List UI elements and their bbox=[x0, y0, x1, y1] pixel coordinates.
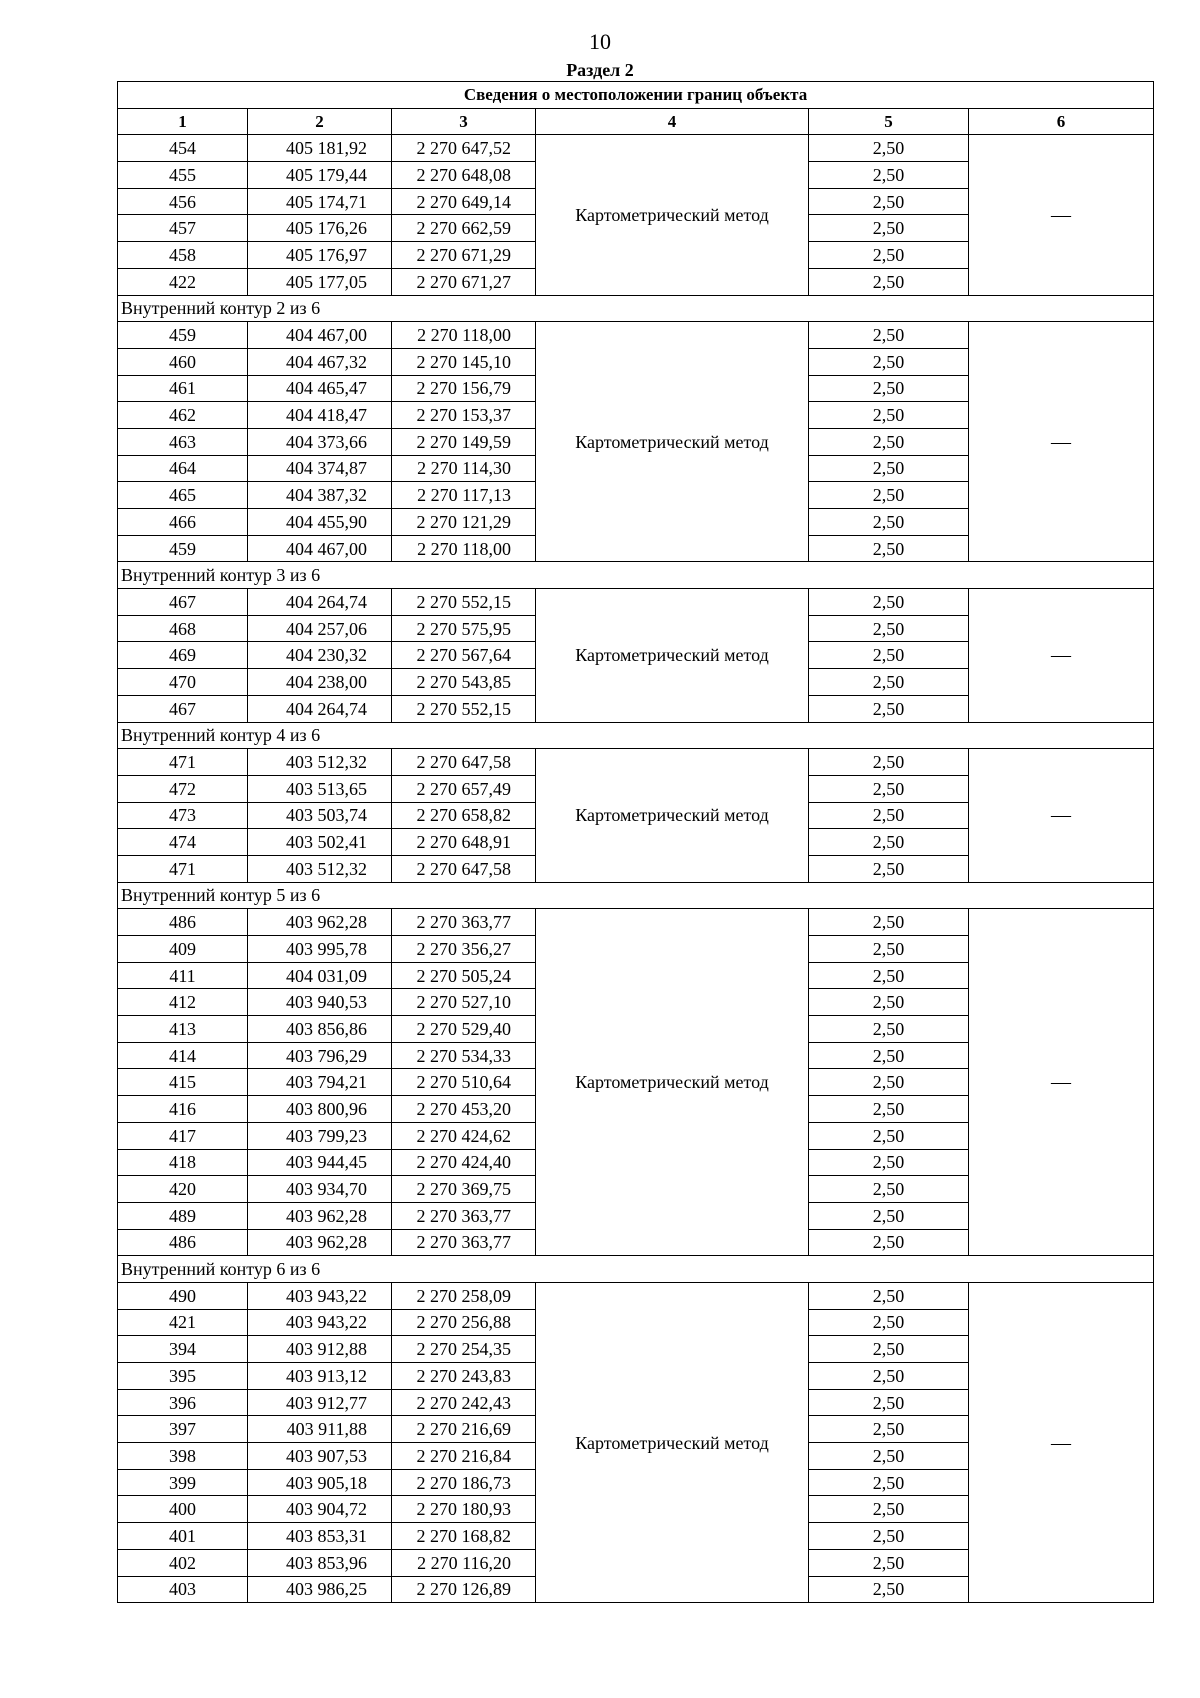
coordinate-x: 404 264,74 bbox=[248, 695, 392, 722]
method-cell: Картометрический метод bbox=[536, 1282, 809, 1602]
point-number: 403 bbox=[118, 1576, 248, 1603]
accuracy-value: 2,50 bbox=[809, 802, 969, 829]
coordinate-x: 403 912,77 bbox=[248, 1389, 392, 1416]
boundary-coordinates-table bbox=[117, 81, 1154, 1603]
coordinate-y: 2 270 153,37 bbox=[392, 402, 536, 429]
accuracy-value: 2,50 bbox=[809, 1416, 969, 1443]
coordinate-y: 2 270 242,43 bbox=[392, 1389, 536, 1416]
coordinate-x: 403 502,41 bbox=[248, 829, 392, 856]
contour-label-row bbox=[118, 882, 1154, 909]
coordinate-y: 2 270 258,09 bbox=[392, 1282, 536, 1309]
point-number: 471 bbox=[118, 749, 248, 776]
table-caption-row bbox=[118, 82, 1154, 109]
accuracy-value: 2,50 bbox=[809, 162, 969, 189]
table-caption: Сведения о местоположении границ объекта bbox=[118, 82, 1154, 109]
accuracy-value: 2,50 bbox=[809, 375, 969, 402]
coordinate-x: 404 455,90 bbox=[248, 509, 392, 536]
contour-label-row bbox=[118, 722, 1154, 749]
point-number: 471 bbox=[118, 855, 248, 882]
coordinate-x: 405 174,71 bbox=[248, 188, 392, 215]
coordinate-x: 405 176,26 bbox=[248, 215, 392, 242]
accuracy-value: 2,50 bbox=[809, 1523, 969, 1550]
accuracy-value: 2,50 bbox=[809, 482, 969, 509]
point-number: 456 bbox=[118, 188, 248, 215]
point-number: 459 bbox=[118, 535, 248, 562]
accuracy-value: 2,50 bbox=[809, 669, 969, 696]
point-number: 398 bbox=[118, 1443, 248, 1470]
coordinate-y: 2 270 363,77 bbox=[392, 1229, 536, 1256]
accuracy-value: 2,50 bbox=[809, 322, 969, 349]
coordinate-y: 2 270 648,08 bbox=[392, 162, 536, 189]
coordinate-x: 403 912,88 bbox=[248, 1336, 392, 1363]
point-number: 396 bbox=[118, 1389, 248, 1416]
accuracy-value: 2,50 bbox=[809, 1336, 969, 1363]
column-header-row bbox=[118, 108, 1154, 135]
coordinate-x: 403 962,28 bbox=[248, 1229, 392, 1256]
coordinate-y: 2 270 363,77 bbox=[392, 909, 536, 936]
point-number: 470 bbox=[118, 669, 248, 696]
coordinate-y: 2 270 505,24 bbox=[392, 962, 536, 989]
point-number: 454 bbox=[118, 135, 248, 162]
accuracy-value: 2,50 bbox=[809, 428, 969, 455]
method-cell: Картометрический метод bbox=[536, 749, 809, 882]
point-number: 467 bbox=[118, 695, 248, 722]
point-number: 466 bbox=[118, 509, 248, 536]
accuracy-value: 2,50 bbox=[809, 1016, 969, 1043]
point-number: 469 bbox=[118, 642, 248, 669]
coordinate-y: 2 270 424,40 bbox=[392, 1149, 536, 1176]
point-number: 401 bbox=[118, 1523, 248, 1550]
table-row bbox=[118, 749, 1154, 776]
dash-cell: — bbox=[969, 322, 1154, 562]
coordinate-y: 2 270 216,69 bbox=[392, 1416, 536, 1443]
accuracy-value: 2,50 bbox=[809, 455, 969, 482]
accuracy-value: 2,50 bbox=[809, 1443, 969, 1470]
accuracy-value: 2,50 bbox=[809, 695, 969, 722]
coordinate-x: 404 373,66 bbox=[248, 428, 392, 455]
accuracy-value: 2,50 bbox=[809, 1149, 969, 1176]
table-row bbox=[118, 1282, 1154, 1309]
coordinate-x: 404 374,87 bbox=[248, 455, 392, 482]
coordinate-x: 403 943,22 bbox=[248, 1282, 392, 1309]
point-number: 472 bbox=[118, 775, 248, 802]
coordinate-x: 403 800,96 bbox=[248, 1096, 392, 1123]
coordinate-y: 2 270 118,00 bbox=[392, 322, 536, 349]
coordinate-x: 403 913,12 bbox=[248, 1363, 392, 1390]
contour-label: Внутренний контур 2 из 6 bbox=[118, 295, 1154, 322]
coordinate-y: 2 270 254,35 bbox=[392, 1336, 536, 1363]
accuracy-value: 2,50 bbox=[809, 1549, 969, 1576]
coordinate-x: 405 181,92 bbox=[248, 135, 392, 162]
table-row bbox=[118, 589, 1154, 616]
coordinate-x: 404 467,00 bbox=[248, 535, 392, 562]
column-header: 2 bbox=[248, 108, 392, 135]
coordinate-x: 405 179,44 bbox=[248, 162, 392, 189]
point-number: 464 bbox=[118, 455, 248, 482]
point-number: 418 bbox=[118, 1149, 248, 1176]
coordinate-y: 2 270 114,30 bbox=[392, 455, 536, 482]
contour-label-row bbox=[118, 1256, 1154, 1283]
coordinate-x: 403 934,70 bbox=[248, 1176, 392, 1203]
coordinate-y: 2 270 369,75 bbox=[392, 1176, 536, 1203]
point-number: 462 bbox=[118, 402, 248, 429]
coordinate-y: 2 270 648,91 bbox=[392, 829, 536, 856]
coordinate-y: 2 270 662,59 bbox=[392, 215, 536, 242]
coordinate-x: 404 418,47 bbox=[248, 402, 392, 429]
coordinate-y: 2 270 116,20 bbox=[392, 1549, 536, 1576]
coordinate-y: 2 270 156,79 bbox=[392, 375, 536, 402]
accuracy-value: 2,50 bbox=[809, 1122, 969, 1149]
accuracy-value: 2,50 bbox=[809, 268, 969, 295]
accuracy-value: 2,50 bbox=[809, 1469, 969, 1496]
column-header: 1 bbox=[118, 108, 248, 135]
dash-cell: — bbox=[969, 749, 1154, 882]
point-number: 420 bbox=[118, 1176, 248, 1203]
coordinate-y: 2 270 567,64 bbox=[392, 642, 536, 669]
page-number: 10 bbox=[589, 29, 611, 54]
point-number: 489 bbox=[118, 1202, 248, 1229]
accuracy-value: 2,50 bbox=[809, 1042, 969, 1069]
coordinate-x: 403 944,45 bbox=[248, 1149, 392, 1176]
table-row bbox=[118, 909, 1154, 936]
accuracy-value: 2,50 bbox=[809, 242, 969, 269]
point-number: 416 bbox=[118, 1096, 248, 1123]
coordinate-y: 2 270 424,62 bbox=[392, 1122, 536, 1149]
dash-cell: — bbox=[969, 135, 1154, 295]
accuracy-value: 2,50 bbox=[809, 348, 969, 375]
coordinate-y: 2 270 186,73 bbox=[392, 1469, 536, 1496]
coordinate-y: 2 270 529,40 bbox=[392, 1016, 536, 1043]
coordinate-x: 404 031,09 bbox=[248, 962, 392, 989]
coordinate-x: 403 995,78 bbox=[248, 936, 392, 963]
point-number: 467 bbox=[118, 589, 248, 616]
coordinate-y: 2 270 363,77 bbox=[392, 1202, 536, 1229]
coordinate-x: 403 796,29 bbox=[248, 1042, 392, 1069]
point-number: 412 bbox=[118, 989, 248, 1016]
coordinate-x: 404 467,00 bbox=[248, 322, 392, 349]
contour-label: Внутренний контур 5 из 6 bbox=[118, 882, 1154, 909]
accuracy-value: 2,50 bbox=[809, 535, 969, 562]
point-number: 457 bbox=[118, 215, 248, 242]
accuracy-value: 2,50 bbox=[809, 1282, 969, 1309]
point-number: 414 bbox=[118, 1042, 248, 1069]
coordinate-y: 2 270 145,10 bbox=[392, 348, 536, 375]
coordinate-y: 2 270 453,20 bbox=[392, 1096, 536, 1123]
coordinate-x: 405 176,97 bbox=[248, 242, 392, 269]
point-number: 394 bbox=[118, 1336, 248, 1363]
coordinate-y: 2 270 671,29 bbox=[392, 242, 536, 269]
accuracy-value: 2,50 bbox=[809, 855, 969, 882]
point-number: 421 bbox=[118, 1309, 248, 1336]
point-number: 415 bbox=[118, 1069, 248, 1096]
point-number: 460 bbox=[118, 348, 248, 375]
contour-label-row bbox=[118, 295, 1154, 322]
coordinate-x: 403 512,32 bbox=[248, 855, 392, 882]
point-number: 422 bbox=[118, 268, 248, 295]
method-cell: Картометрический метод bbox=[536, 135, 809, 295]
column-header: 4 bbox=[536, 108, 809, 135]
accuracy-value: 2,50 bbox=[809, 909, 969, 936]
point-number: 455 bbox=[118, 162, 248, 189]
method-cell: Картометрический метод bbox=[536, 909, 809, 1256]
coordinate-x: 403 904,72 bbox=[248, 1496, 392, 1523]
accuracy-value: 2,50 bbox=[809, 1176, 969, 1203]
point-number: 461 bbox=[118, 375, 248, 402]
coordinate-y: 2 270 552,15 bbox=[392, 695, 536, 722]
coordinate-x: 403 513,65 bbox=[248, 775, 392, 802]
coordinate-y: 2 270 527,10 bbox=[392, 989, 536, 1016]
point-number: 397 bbox=[118, 1416, 248, 1443]
accuracy-value: 2,50 bbox=[809, 1229, 969, 1256]
accuracy-value: 2,50 bbox=[809, 989, 969, 1016]
accuracy-value: 2,50 bbox=[809, 135, 969, 162]
accuracy-value: 2,50 bbox=[809, 215, 969, 242]
table-row bbox=[118, 135, 1154, 162]
point-number: 400 bbox=[118, 1496, 248, 1523]
coordinate-x: 404 387,32 bbox=[248, 482, 392, 509]
coordinate-y: 2 270 126,89 bbox=[392, 1576, 536, 1603]
dash-cell: — bbox=[969, 589, 1154, 722]
point-number: 465 bbox=[118, 482, 248, 509]
accuracy-value: 2,50 bbox=[809, 1389, 969, 1416]
coordinate-x: 403 799,23 bbox=[248, 1122, 392, 1149]
coordinate-y: 2 270 117,13 bbox=[392, 482, 536, 509]
coordinate-x: 403 940,53 bbox=[248, 989, 392, 1016]
coordinate-x: 403 986,25 bbox=[248, 1576, 392, 1603]
accuracy-value: 2,50 bbox=[809, 1363, 969, 1390]
coordinate-x: 404 467,32 bbox=[248, 348, 392, 375]
table-row bbox=[118, 322, 1154, 349]
coordinate-y: 2 270 543,85 bbox=[392, 669, 536, 696]
coordinate-x: 404 238,00 bbox=[248, 669, 392, 696]
coordinate-y: 2 270 243,83 bbox=[392, 1363, 536, 1390]
dash-cell: — bbox=[969, 1282, 1154, 1602]
coordinate-x: 403 856,86 bbox=[248, 1016, 392, 1043]
coordinate-y: 2 270 552,15 bbox=[392, 589, 536, 616]
point-number: 486 bbox=[118, 1229, 248, 1256]
coordinate-x: 403 853,31 bbox=[248, 1523, 392, 1550]
accuracy-value: 2,50 bbox=[809, 1576, 969, 1603]
coordinate-y: 2 270 168,82 bbox=[392, 1523, 536, 1550]
coordinate-y: 2 270 121,29 bbox=[392, 509, 536, 536]
point-number: 402 bbox=[118, 1549, 248, 1576]
coordinate-y: 2 270 657,49 bbox=[392, 775, 536, 802]
accuracy-value: 2,50 bbox=[809, 642, 969, 669]
coordinate-x: 403 512,32 bbox=[248, 749, 392, 776]
coordinate-y: 2 270 356,27 bbox=[392, 936, 536, 963]
coordinate-x: 403 943,22 bbox=[248, 1309, 392, 1336]
coordinate-x: 403 907,53 bbox=[248, 1443, 392, 1470]
coordinate-x: 403 962,28 bbox=[248, 909, 392, 936]
coordinate-y: 2 270 118,00 bbox=[392, 535, 536, 562]
coordinate-x: 404 257,06 bbox=[248, 615, 392, 642]
coordinate-y: 2 270 534,33 bbox=[392, 1042, 536, 1069]
accuracy-value: 2,50 bbox=[809, 1309, 969, 1336]
column-header: 6 bbox=[969, 108, 1154, 135]
coordinate-x: 404 230,32 bbox=[248, 642, 392, 669]
accuracy-value: 2,50 bbox=[809, 829, 969, 856]
coordinate-x: 404 264,74 bbox=[248, 589, 392, 616]
accuracy-value: 2,50 bbox=[809, 1069, 969, 1096]
method-cell: Картометрический метод bbox=[536, 322, 809, 562]
accuracy-value: 2,50 bbox=[809, 402, 969, 429]
coordinate-x: 403 905,18 bbox=[248, 1469, 392, 1496]
accuracy-value: 2,50 bbox=[809, 962, 969, 989]
column-header: 3 bbox=[392, 108, 536, 135]
coordinate-y: 2 270 647,58 bbox=[392, 749, 536, 776]
coordinate-y: 2 270 149,59 bbox=[392, 428, 536, 455]
point-number: 409 bbox=[118, 936, 248, 963]
coordinate-y: 2 270 658,82 bbox=[392, 802, 536, 829]
accuracy-value: 2,50 bbox=[809, 775, 969, 802]
dash-cell: — bbox=[969, 909, 1154, 1256]
coordinate-y: 2 270 649,14 bbox=[392, 188, 536, 215]
accuracy-value: 2,50 bbox=[809, 188, 969, 215]
section-title: Раздел 2 bbox=[566, 60, 634, 80]
coordinate-y: 2 270 575,95 bbox=[392, 615, 536, 642]
point-number: 463 bbox=[118, 428, 248, 455]
accuracy-value: 2,50 bbox=[809, 936, 969, 963]
coordinate-y: 2 270 216,84 bbox=[392, 1443, 536, 1470]
coordinate-y: 2 270 647,52 bbox=[392, 135, 536, 162]
coordinate-x: 405 177,05 bbox=[248, 268, 392, 295]
coordinate-y: 2 270 647,58 bbox=[392, 855, 536, 882]
point-number: 490 bbox=[118, 1282, 248, 1309]
coordinate-x: 403 503,74 bbox=[248, 802, 392, 829]
accuracy-value: 2,50 bbox=[809, 1202, 969, 1229]
point-number: 459 bbox=[118, 322, 248, 349]
contour-label-row bbox=[118, 562, 1154, 589]
contour-label: Внутренний контур 6 из 6 bbox=[118, 1256, 1154, 1283]
coordinate-y: 2 270 256,88 bbox=[392, 1309, 536, 1336]
point-number: 399 bbox=[118, 1469, 248, 1496]
point-number: 411 bbox=[118, 962, 248, 989]
accuracy-value: 2,50 bbox=[809, 749, 969, 776]
coordinate-x: 403 794,21 bbox=[248, 1069, 392, 1096]
column-header: 5 bbox=[809, 108, 969, 135]
contour-label: Внутренний контур 4 из 6 bbox=[118, 722, 1154, 749]
point-number: 413 bbox=[118, 1016, 248, 1043]
coordinate-y: 2 270 180,93 bbox=[392, 1496, 536, 1523]
coordinate-y: 2 270 510,64 bbox=[392, 1069, 536, 1096]
accuracy-value: 2,50 bbox=[809, 1496, 969, 1523]
point-number: 395 bbox=[118, 1363, 248, 1390]
coordinate-x: 403 853,96 bbox=[248, 1549, 392, 1576]
point-number: 468 bbox=[118, 615, 248, 642]
contour-label: Внутренний контур 3 из 6 bbox=[118, 562, 1154, 589]
point-number: 473 bbox=[118, 802, 248, 829]
coordinate-x: 403 962,28 bbox=[248, 1202, 392, 1229]
accuracy-value: 2,50 bbox=[809, 589, 969, 616]
point-number: 417 bbox=[118, 1122, 248, 1149]
point-number: 486 bbox=[118, 909, 248, 936]
point-number: 458 bbox=[118, 242, 248, 269]
coordinate-x: 403 911,88 bbox=[248, 1416, 392, 1443]
coordinate-y: 2 270 671,27 bbox=[392, 268, 536, 295]
accuracy-value: 2,50 bbox=[809, 509, 969, 536]
accuracy-value: 2,50 bbox=[809, 615, 969, 642]
accuracy-value: 2,50 bbox=[809, 1096, 969, 1123]
method-cell: Картометрический метод bbox=[536, 589, 809, 722]
point-number: 474 bbox=[118, 829, 248, 856]
coordinate-x: 404 465,47 bbox=[248, 375, 392, 402]
